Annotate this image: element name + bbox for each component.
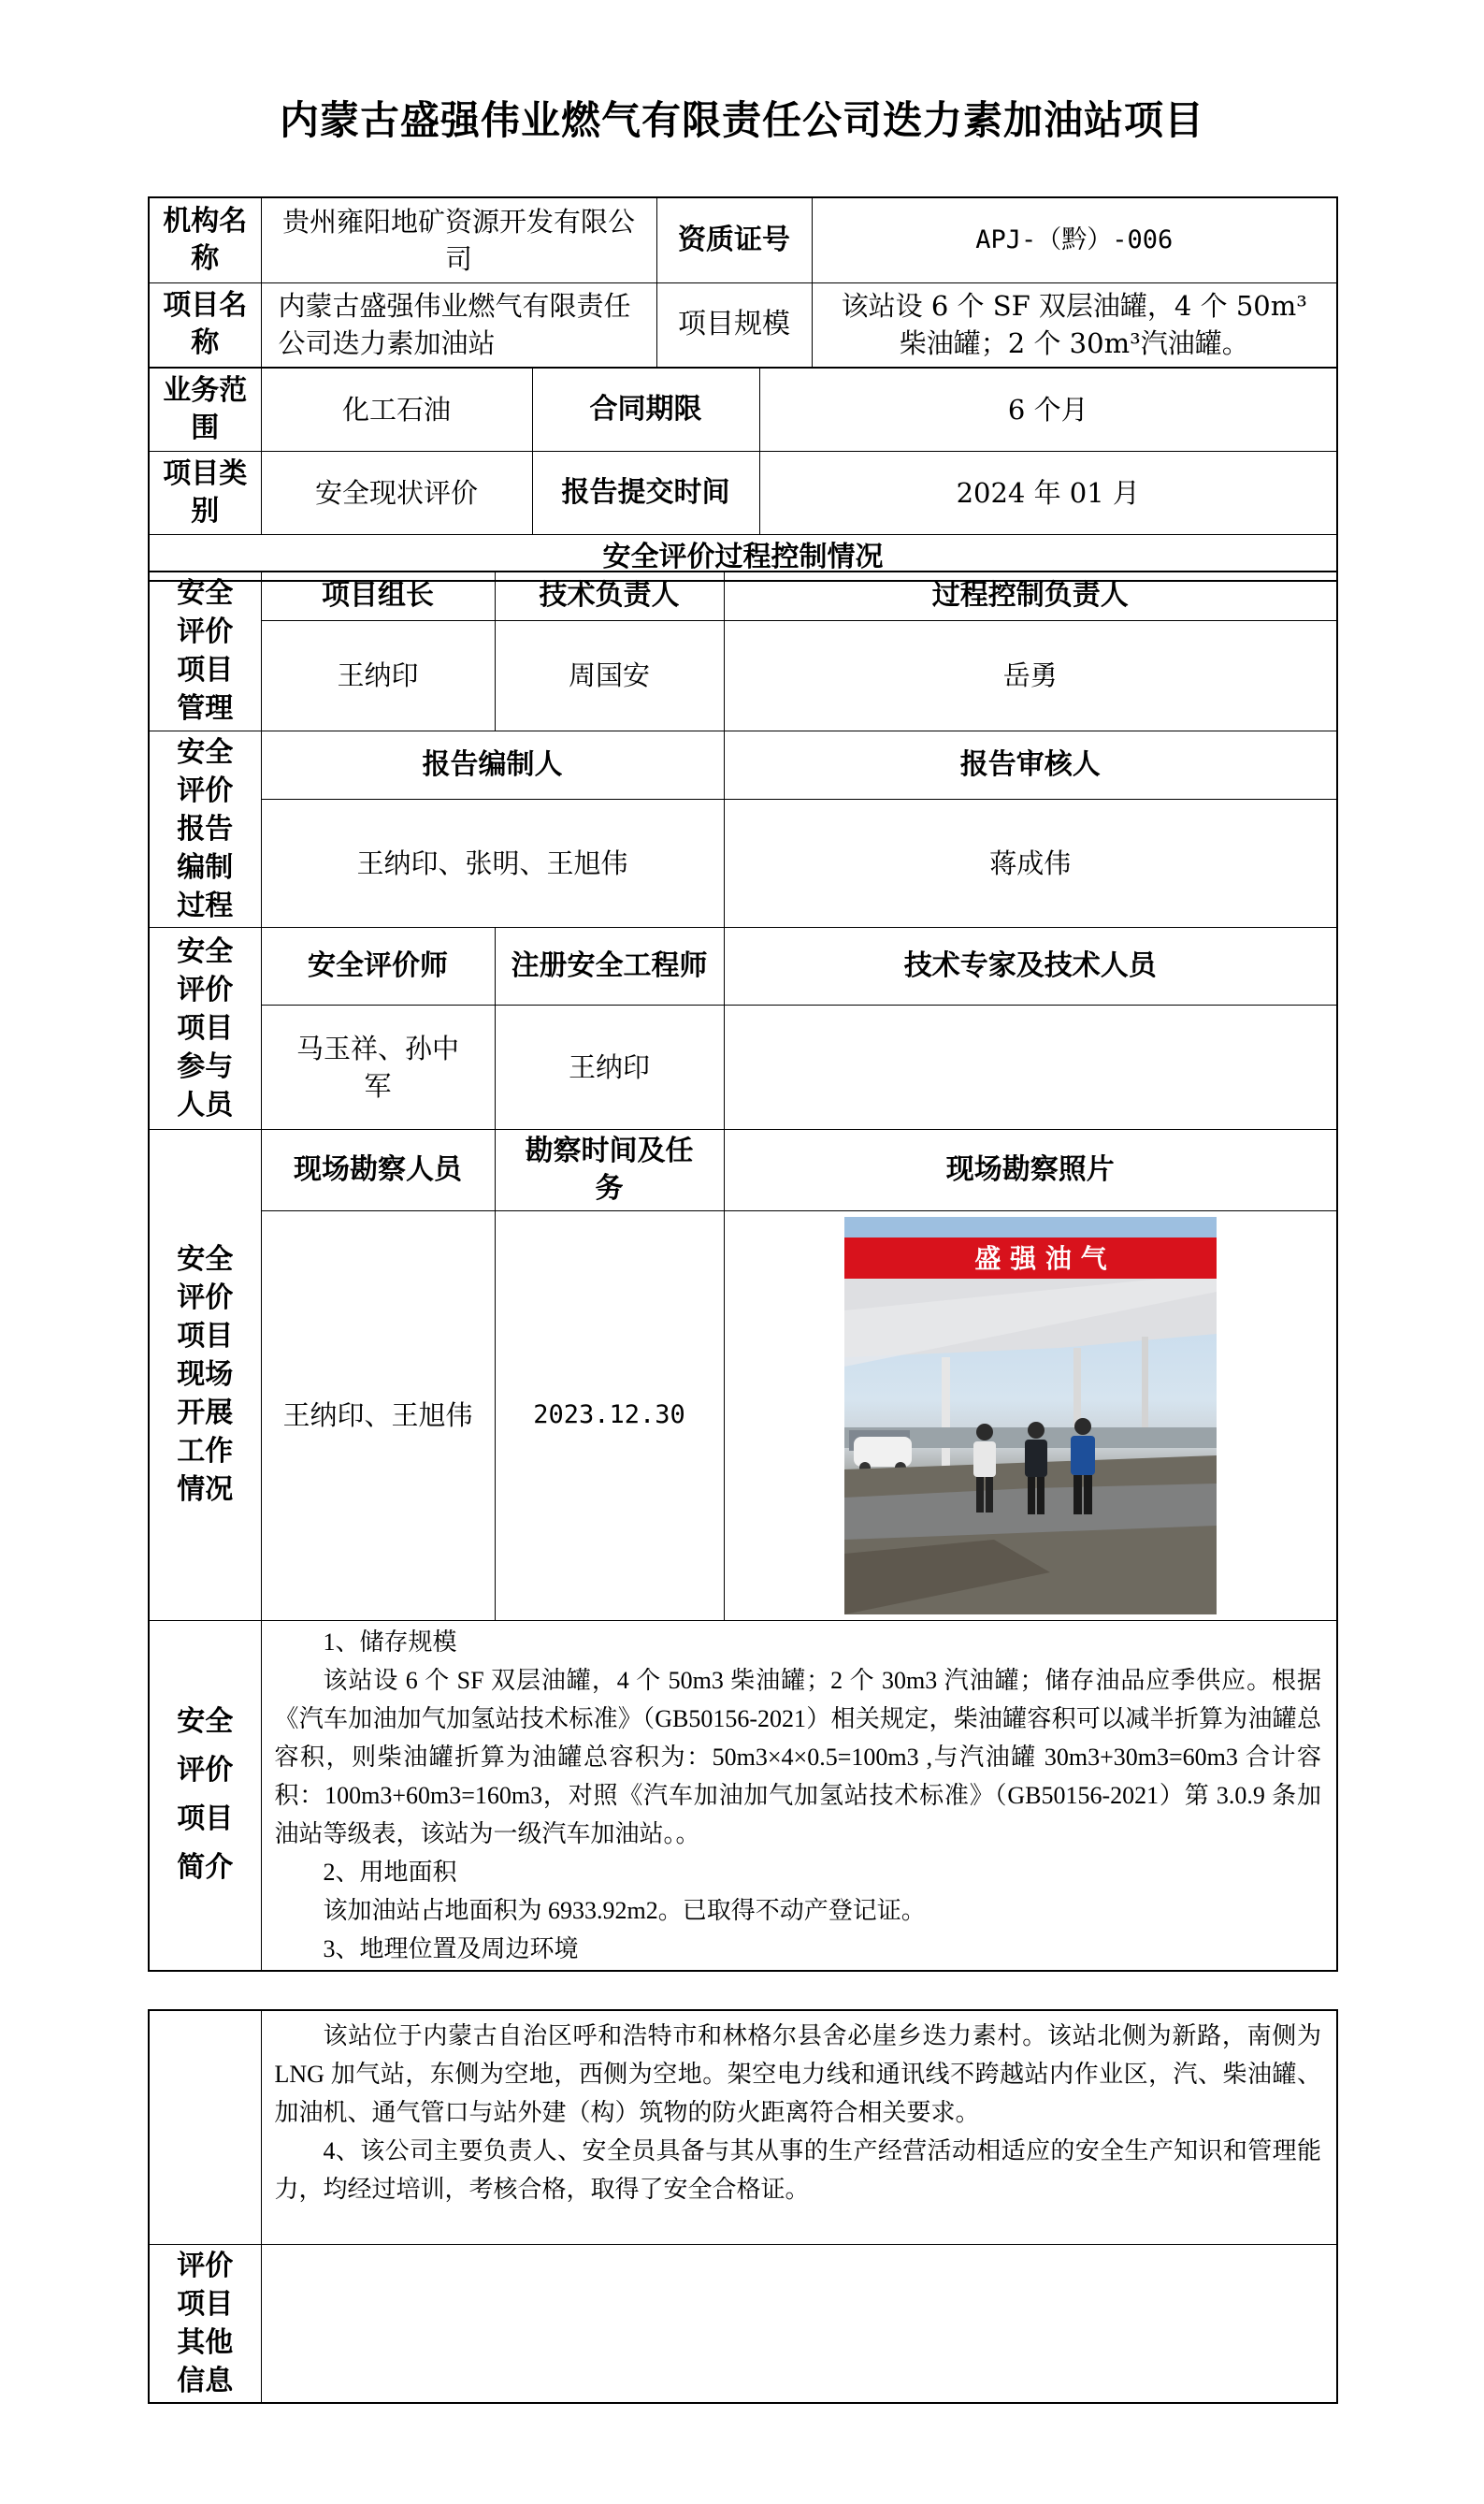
process-table — [148, 571, 1338, 1972]
page-title: 内蒙古盛强伟业燃气有限责任公司迭力素加油站项目 — [279, 97, 1204, 143]
reviewer-header: 报告审核人 — [724, 731, 1337, 800]
summary-paragraph-3: 该站位于内蒙古自治区呼和浩特市和林格尔县舍必崖乡迭力素村。该站北侧为新路，南侧为 LNG 加气站，东侧为空地，西侧为空地。架空电力线和通讯线不跨越站内作业区，汽、柴油罐、加油机、通气管口与站外建（构）筑物的防火距离符合相关要求。 — [274, 2022, 1321, 2126]
reviewer-value: 蒋成伟 — [724, 800, 1337, 927]
site-photo-drawing — [844, 1217, 1217, 1614]
evaluator-header: 安全评价师 — [261, 927, 495, 1005]
contract-value: 6 个月 — [759, 368, 1337, 452]
survey-people-value: 王纳印、王旭伟 — [261, 1210, 495, 1620]
scope-label: 业务范围 — [149, 368, 261, 452]
type-label: 项目类别 — [149, 452, 261, 535]
project-scale-label: 项目规模 — [656, 282, 812, 368]
process-value: 岳勇 — [724, 620, 1337, 731]
summary-paragraph-4: 4、该公司主要负责人、安全员具备与其从事的生产经营活动相适应的安全生产知识和管理能力，均经过培训，考核合格，取得了安全合格证。 — [274, 2137, 1321, 2203]
org-label: 机构名称 — [149, 197, 261, 282]
report-time-label: 报告提交时间 — [532, 452, 759, 535]
summary-heading-3: 3、地理位置及周边环境 — [323, 1934, 579, 1962]
summary-heading-2: 2、用地面积 — [323, 1858, 457, 1886]
type-value: 安全现状评价 — [261, 452, 532, 535]
continuation-content — [261, 2010, 1337, 2244]
tech-header: 技术负责人 — [495, 572, 724, 620]
engineer-header: 注册安全工程师 — [495, 927, 724, 1005]
photo-sign-text: 盛 强 油 气 — [974, 1242, 1107, 1274]
project-name-label: 项目名称 — [149, 282, 261, 368]
engineer-value: 王纳印 — [495, 1005, 724, 1129]
project-name-value: 内蒙古盛强伟业燃气有限责任公司迭力素加油站 — [261, 282, 656, 368]
org-value: 贵州雍阳地矿资源开发有限公司 — [261, 197, 656, 282]
summary-paragraph-2: 该加油站占地面积为 6933.92m2。已取得不动产登记证。 — [323, 1896, 926, 1924]
report-label: 安全评价报告编制过程 — [149, 731, 261, 927]
other-info-label: 评价项目其他信息 — [149, 2244, 261, 2403]
leader-header: 项目组长 — [261, 572, 495, 620]
continuation-label — [149, 2010, 261, 2244]
survey-time-value: 2023.12.30 — [495, 1210, 724, 1620]
tech-value: 周国安 — [495, 620, 724, 731]
cert-label: 资质证号 — [656, 197, 812, 282]
site-photo — [844, 1217, 1217, 1614]
summary-label: 安全评价项目简介 — [149, 1620, 261, 1971]
other-info-value — [261, 2244, 1337, 2403]
survey-photo-cell — [724, 1210, 1337, 1620]
scope-value: 化工石油 — [261, 368, 532, 452]
survey-time-header: 勘察时间及任务 — [495, 1129, 724, 1210]
survey-people-header: 现场勘察人员 — [261, 1129, 495, 1210]
participants-label: 安全评价项目参与人员 — [149, 927, 261, 1129]
survey-photo-header: 现场勘察照片 — [724, 1129, 1337, 1210]
survey-label: 安全评价项目现场开展工作情况 — [149, 1129, 261, 1620]
process-header: 过程控制负责人 — [724, 572, 1337, 620]
summary-heading-1: 1、储存规模 — [323, 1628, 457, 1656]
summary-content — [261, 1620, 1337, 1971]
process-section-title: 安全评价过程控制情况 — [149, 535, 1337, 582]
report-time-value: 2024 年 01 月 — [759, 452, 1337, 535]
project-scale-value: 该站设 6 个 SF 双层油罐，4 个 50m³柴油罐；2 个 30m³汽油罐。 — [812, 282, 1337, 368]
continuation-table — [148, 2009, 1338, 2404]
editor-value: 王纳印、张明、王旭伟 — [261, 800, 724, 927]
info-table-top — [148, 196, 1338, 369]
info-table-mid — [148, 367, 1338, 582]
editor-header: 报告编制人 — [261, 731, 724, 800]
summary-paragraph-1: 该站设 6 个 SF 双层油罐，4 个 50m3 柴油罐；2 个 30m3 汽油罐；储存油品应季供应。根据《汽车加油加气加氢站技术标准》（GB50156-2021）相关规定，柴油罐容积可以减半折算为油罐总容积，则柴油罐折算为油罐总容积为：50m3×4×0.5=100m3 ,与汽油罐 30m3+30m3=60m3 合计容积：100m3+60m3=160m3，对照《汽车加油加气加氢站技术标准》（GB50156-2021）第 3.0.9 条加油站等级表，该站为一级汽车加油站。。 — [274, 1666, 1321, 1847]
cert-value: APJ-（黔）-006 — [812, 197, 1337, 282]
leader-value: 王纳印 — [261, 620, 495, 731]
contract-label: 合同期限 — [532, 368, 759, 452]
evaluator-value: 马玉祥、孙中军 — [261, 1005, 495, 1129]
experts-header: 技术专家及技术人员 — [724, 927, 1337, 1005]
experts-value — [724, 1005, 1337, 1129]
management-label: 安全评价项目管理 — [149, 572, 261, 731]
